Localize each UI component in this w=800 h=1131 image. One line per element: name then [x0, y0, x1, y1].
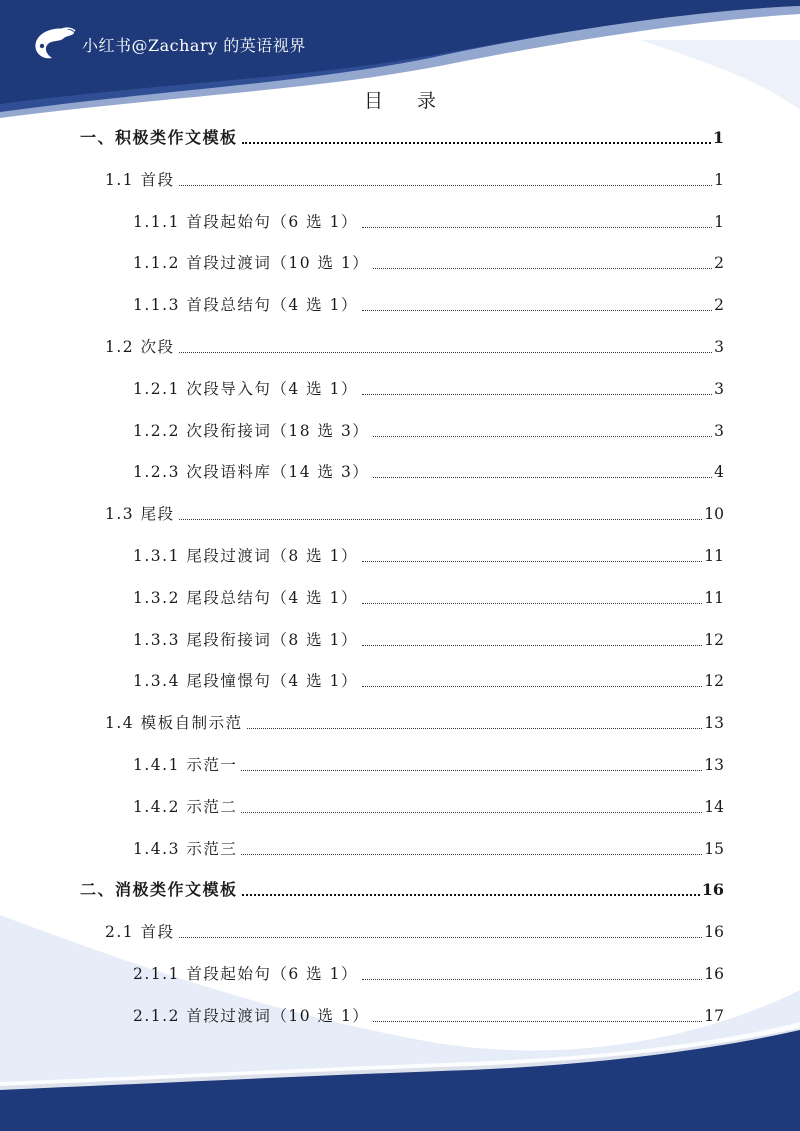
- toc-page-number: 1: [714, 212, 724, 231]
- toc-entry-label: 1.2.1 次段导入句（4 选 1）: [133, 379, 358, 398]
- toc-dot-leader: [247, 728, 703, 729]
- toc-entry-label: 二、消极类作文模板: [80, 880, 238, 900]
- toc-dot-leader: [373, 268, 712, 269]
- toc-entry-label: 1.3.3 尾段衔接词（8 选 1）: [133, 630, 358, 649]
- toc-page-number: 16: [701, 880, 724, 900]
- toc-dot-leader: [362, 686, 702, 687]
- toc-entry-label: 2.1 首段: [105, 923, 175, 942]
- toc-page-number: 12: [704, 672, 724, 691]
- toc-dot-leader: [362, 645, 702, 646]
- toc-dot-leader: [362, 561, 702, 562]
- toc-page-number: 3: [714, 338, 724, 356]
- toc-entry-label: 1.3.4 尾段憧憬句（4 选 1）: [133, 672, 358, 691]
- toc-dot-leader: [362, 227, 712, 228]
- brand-text: 小红书@Zachary 的英语视界: [82, 36, 306, 55]
- toc-page-number: 12: [704, 630, 724, 649]
- toc-entry[interactable]: [133, 544, 724, 568]
- toc-entry-label: 1.4.3 示范三: [133, 839, 238, 858]
- toc-entry[interactable]: [133, 293, 724, 317]
- toc-entry[interactable]: [105, 711, 724, 735]
- toc-entry-label: 1.4 模板自制示范: [105, 714, 243, 733]
- toc-dot-leader: [362, 310, 712, 311]
- toc-page-number: 14: [704, 797, 724, 816]
- toc-entry-label: 1.2 次段: [105, 338, 175, 356]
- toc-entry[interactable]: [133, 753, 724, 777]
- toc-entry-label: 1.3.1 尾段过渡词（8 选 1）: [133, 547, 358, 565]
- toc-entry[interactable]: [133, 795, 724, 819]
- toc-entry[interactable]: [80, 126, 724, 150]
- toc-dot-leader: [179, 352, 713, 353]
- toc-page-number: 11: [704, 588, 724, 607]
- toc-page-number: 13: [704, 714, 724, 733]
- toc-page-number: 2: [714, 296, 724, 315]
- toc-entry-label: 2.1.2 首段过渡词（10 选 1）: [133, 1006, 370, 1025]
- page-title: 目 录: [363, 90, 451, 112]
- header: [0, 0, 800, 90]
- toc-entry-label: 1.4.2 示范二: [133, 797, 238, 816]
- toc-dot-leader: [179, 519, 703, 520]
- toc-entry-label: 1.3 尾段: [105, 505, 175, 524]
- toc-entry[interactable]: [105, 168, 724, 192]
- toc-page-number: 15: [704, 839, 724, 858]
- toc-dot-leader: [373, 436, 712, 437]
- toc-entry-label: 1.1.2 首段过渡词（10 选 1）: [133, 254, 370, 273]
- toc-entry[interactable]: [105, 502, 724, 526]
- toc-page-number: 16: [704, 965, 724, 983]
- toc-dot-leader: [241, 854, 702, 855]
- toc-dot-leader: [179, 185, 713, 186]
- toc-entry-label: 一、积极类作文模板: [80, 128, 238, 147]
- toc-dot-leader: [362, 394, 712, 395]
- toc-page-number: 11: [704, 547, 724, 565]
- toc-entry[interactable]: [133, 586, 724, 610]
- toc-entry-label: 1.1 首段: [105, 170, 175, 189]
- toc-entry[interactable]: [133, 210, 724, 234]
- toc-entry-label: 1.1.1 首段起始句（6 选 1）: [133, 212, 358, 231]
- toc-entry[interactable]: [133, 669, 724, 693]
- toc-dot-leader: [241, 812, 702, 813]
- toc-page-number: 3: [714, 379, 724, 398]
- toc-page-number: 10: [704, 505, 724, 524]
- toc-page-number: 1: [714, 170, 724, 189]
- toc-entry-label: 1.2.2 次段衔接词（18 选 3）: [133, 421, 370, 440]
- toc-entry[interactable]: [133, 837, 724, 861]
- toc-entry[interactable]: [133, 419, 724, 443]
- toc-entry-label: 1.4.1 示范一: [133, 756, 238, 774]
- toc-entry-label: 1.1.3 首段总结句（4 选 1）: [133, 296, 358, 315]
- toc-entry[interactable]: [105, 335, 724, 359]
- toc-entry[interactable]: [133, 377, 724, 401]
- toc-dot-leader: [362, 979, 702, 980]
- toc-dot-leader: [373, 1021, 702, 1022]
- toc-page-number: 1: [712, 128, 724, 147]
- toc-entry[interactable]: [133, 628, 724, 652]
- toc-dot-leader: [179, 937, 703, 938]
- toc-dot-leader: [242, 142, 711, 144]
- toc-entry[interactable]: [105, 920, 724, 944]
- toc-entry[interactable]: [80, 878, 724, 902]
- toc-dot-leader: [242, 894, 700, 896]
- toc-entry-label: 2.1.1 首段起始句（6 选 1）: [133, 965, 358, 983]
- toc-entry-label: 1.2.3 次段语料库（14 选 3）: [133, 463, 370, 482]
- toc-dot-leader: [362, 603, 702, 604]
- toc-page-number: 13: [704, 756, 724, 774]
- toc-page-number: 16: [704, 923, 724, 942]
- toc-page-number: 17: [704, 1006, 724, 1025]
- toc-entry[interactable]: [133, 460, 724, 484]
- toc-page-number: 2: [714, 254, 724, 273]
- toc-page-number: 3: [714, 421, 724, 440]
- toc-dot-leader: [373, 477, 712, 478]
- toc-page-number: 4: [714, 463, 724, 482]
- toc-entry[interactable]: [133, 962, 724, 986]
- toc-entry-label: 1.3.2 尾段总结句（4 选 1）: [133, 588, 358, 607]
- toc-dot-leader: [241, 770, 702, 771]
- toc-entry[interactable]: [133, 251, 724, 275]
- toc-entry[interactable]: [133, 1004, 724, 1028]
- shrimp-logo-icon: [30, 24, 76, 64]
